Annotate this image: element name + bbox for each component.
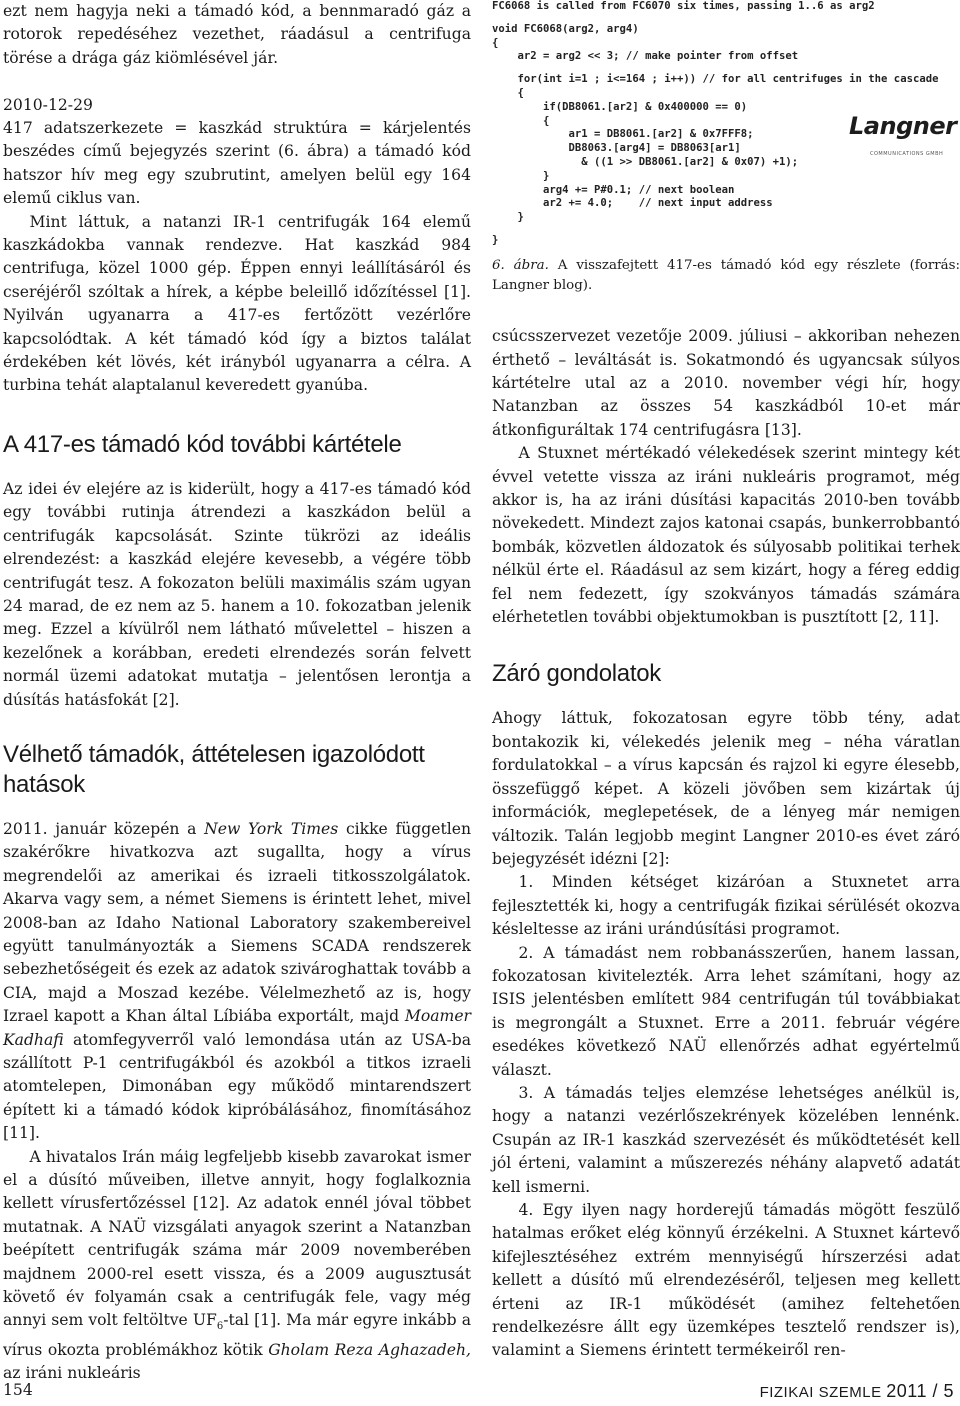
journal-name: FIZIKAI SZEMLE — [759, 1384, 882, 1401]
list-item: 3. A támadás teljes elemzése lehetséges anélkül is, hogy a natanzi vezérlőszekrények közelében lennénk. Csupán az IR-1 kaszkád szervezését és működtetését kell jól érteni, valamint a műszerezés néhány alapvető adatát kell ismerni. — [492, 1083, 960, 1196]
paragraph: Az idei év elejére az is kiderült, hogy a 417-es támadó kód egy további rutinja átrendezi a kaszkádon belül a centrifugák kapcsolását. Szinte tükrözi az ideális elrendezést: a kaszkád elejére kevesebb, a végére több centrifugát tesz. A fokozaton belüli maximális szám ugyan 24 marad, de ez nem az 5. hanem a 10. fokozatban jelenik meg. Ezzel a kívülről nem látható művelettel – hiszen a kezelőnek a korábban, eredeti elrendezés során felvett normál üzemi adatokat mutatja – jelentősen lerontja a dúsítás hatásfokát [2]. — [3, 479, 471, 709]
code-line: ar2 = arg2 << 3; // make pointer from offset — [492, 50, 799, 63]
newspaper-name: New York Times — [204, 819, 339, 838]
code-line: } — [492, 233, 499, 246]
paragraph: 2010-12-29 417 adatszerkezete = kaszkád struktúra = kárjelentés beszédes című bejegyzés szerint (6. ábra) a támadó kód hatszor hív meg egy szubrutint, amelyen belül egy 164 elemű ciklus van. — [3, 95, 471, 208]
code-line: if(DB8061.[ar2] & 0x400000 == 0) — [492, 100, 748, 113]
paragraph — [3, 1146, 471, 1386]
langner-logo: Langner — [849, 112, 957, 140]
code-line: } — [492, 169, 550, 182]
journal-footer — [760, 1381, 954, 1402]
code-line: { — [492, 86, 524, 99]
paragraph: Mint láttuk, a natanzi IR-1 centrifugák 164 elemű kaszkádokba vannak rendezve. Hat kaszkád 984 centrifuga, közel 1000 gép. Éppen ennyi leállításáról és cseréjéről szóltak a hírek, a képbe beleillő időzítéssel [1]. Nyilván ugyanarra a 417-es fertőzött vezérlőre kapcsolódtak. A két támadó kód így a biztos találat érdekében két lövés, két irányból ugyanarra a célra. A turbina tehát alaptalanul keveredett gyanúba. — [3, 212, 471, 395]
page-number: 154 — [3, 1381, 33, 1399]
text-run: -tal [1]. Ma már egyre inkább a vírus okozta problémákhoz kötik — [3, 1311, 471, 1359]
code-line: ar1 = DB8061.[ar2] & 0x7FFF8; — [492, 128, 754, 141]
section-heading: A 417-es támadó kód további kártétele — [3, 430, 402, 458]
code-line: { — [492, 36, 499, 49]
text-run: 2011. január közepén a — [3, 819, 205, 838]
figure-label: 6. ábra. — [492, 258, 549, 273]
paragraph: Ahogy láttuk, fokozatosan egyre több tény, adat bontakozik ki, vélekedés jelenik meg – néha váratlan fordulatokkal – a vírus kapcsán és rajzol ki egyre élesebb, összefüggő képet. A közeli jövőben sem kizártak új információk, meglepetések, de a lényeg már nemigen változik. Talán legjobb megint Langner 2010-es évet záró bejegyzését idézni [2]: — [492, 709, 960, 868]
text-run: A hivatalos Irán máig legfeljebb kisebb zavarokat ismer el a dúsító műveiben, illetve annyit, hogy foglalkoznia kellett vírusfertőzéssel [12]. Az adatok ennél jóval többet mutatnak. A NAÜ vizsgálati anyagok szerint a Natanzban beépített centrifugák száma már 2009 novemberében majdnem 2000-rel esett vissza, és a 2009 augusztusát követő év folyamán csak a centrifugák fele, vagy még annyi sem volt feltöltve UF — [3, 1147, 471, 1330]
code-figure — [492, 0, 960, 252]
section-heading: Vélhető támadók, áttételesen igazolódott hatások — [3, 740, 425, 798]
code-line: arg4 += P#0.1; // next boolean — [492, 183, 735, 196]
text-run: az iráni nukleáris — [3, 1364, 141, 1383]
paragraph: A Stuxnet mértékadó vélekedések szerint mintegy két évvel vetette vissza az iráni nukleáris programot, még akkor is, ha az iráni dúsítási kapacitás 2010-ben tovább növekedett. Mindezt zajos katonai csapás, bunkerrobbantó bombák, közvetlen áldozatok és súlyosabb politikai terhek nélkül érte el. Ráadásul az sem kizárt, hogy a féreg eddig fel nem fedezett, így szokványos támadás számára elérhetetlen további objektumokban is pusztított [2, 11]. — [492, 444, 960, 627]
right-column — [492, 0, 960, 1363]
subscript: 6 — [216, 1321, 224, 1333]
code-line: FC6068 is called from FC6070 six times, passing 1..6 as arg2 — [492, 0, 875, 12]
code-line: & ((1 >> DB8061.[ar2] & 0x07) +1); — [492, 155, 799, 168]
section-heading: Záró gondolatok — [492, 660, 661, 688]
list-item: 4. Egy ilyen nagy horderejű támadás mögött feszülő hatalmas erőket elég könnyű érzékelni. A Stuxnet kártevő kifejlesztéséhez extrém mennyiségű hírszerzési adat kellett a dúsító mű elrendezéséről, teljesen meg kellett érteni az IR-1 működését (amihez feltehetően rendelkezésre állt egy üzemképes tesztelő rendszer is), valamint a Siemens érintett termékeiről ren- — [492, 1201, 960, 1360]
text-run: atomfegyverről való lemondása után az USA-ba szállított P-1 centrifugákból és azokból a titkos izraeli atomtelepen, Dimonában egy működő mintarendszert épített ki a támadó kódok kipróbálásához, finomításához [11]. — [3, 1030, 471, 1143]
code-line: } — [492, 211, 524, 224]
code-line: { — [492, 114, 550, 127]
list-item: 1. Minden kétséget kizáróan a Stuxnetet arra fejlesztették ki, hogy a centrifugák fizikai sérülését okozva késleltesse az iráni urándúsítási programot. — [492, 873, 960, 939]
code-line: ar2 += 4.0; // next input address — [492, 197, 773, 210]
paragraph — [3, 818, 471, 1146]
left-column — [3, 0, 471, 1386]
langner-logo-subtitle: COMMUNICATIONS GMBH — [870, 151, 944, 157]
caption-text: A visszafejtett 417-es támadó kód egy részlete (forrás: Langner blog). — [492, 258, 960, 293]
figure-caption — [492, 256, 960, 295]
paragraph: ezt nem hagyja neki a támadó kód, a bennmaradó gáz a rotorok repedéséhez vezethet, ráadásul a centrifuga törése a drága gáz kiömlésével jár. — [3, 2, 471, 67]
code-line: void FC6068(arg2, arg4) — [492, 22, 639, 35]
code-line: for(int i=1 ; i<=164 ; i++)) // for all centrifuges in the cascade — [492, 73, 939, 86]
person-name: Moamer Kadhafi — [3, 1007, 471, 1049]
person-name: Gholam Reza Aghazadeh, — [268, 1341, 471, 1359]
paragraph: csúcsszervezet vezetője 2009. júliusi – akkoriban nehezen érthető – leváltását is. Sokatmondó és ugyancsak súlyos kártételre utal az a 2010. november végi hír, hogy Natanzban az összes 54 kaszkádból 10-et már átkonfiguráltak 174 centrifugásra [13]. — [492, 327, 960, 439]
text-run: cikke független szakérőkre hivatkozva azt sugallta, hogy a vírus megrendelői az amerikai és izraeli titkosszolgálatok. Akarva vagy sem, a német Siemens is érintett lehet, mivel 2008-ban az Idaho National Laboratory szakembereivel együtt tanulmányozták a Siemens SCADA rendszerek sebezhetőségeit és ezek az adatok szivároghattak tovább a CIA, majd a Moszad kezébe. Vélelmezhető az is, hogy Izrael kapott a Khan által Líbiába exportált, majd — [3, 819, 471, 1026]
list-item: 2. A támadást nem robbanásszerűen, hanem lassan, fokozatosan kivitelezték. Arra lehet számítani, hogy az ISIS jelentésben említett 984 centrifugán túl továbbiakat is megrongált a Stuxnet. Erre a 2011. február végére esedékes következő NAÜ ellenőrzés adhat egyértelmű választ. — [492, 943, 960, 1079]
journal-issue: 2011 / 5 — [886, 1381, 954, 1401]
code-line: DB8063.[arg4] = DB8063[ar1] — [492, 142, 741, 155]
